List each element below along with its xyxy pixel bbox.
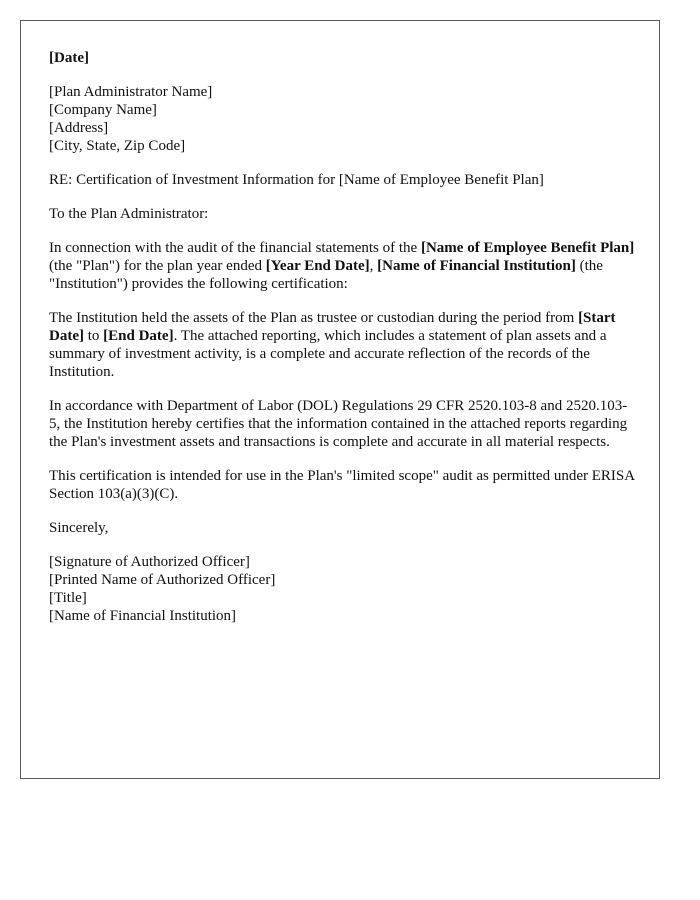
recipient-city-state-zip: [City, State, Zip Code] [49,138,186,154]
p1-plan-name: [Name of Employee Benefit Plan] [420,240,635,256]
subject-line: RE: Certification of Investment Information for [Name of Employee Benefit Plan] [49,172,544,188]
recipient-company: [Company Name] [49,102,157,118]
salutation: To the Plan Administrator: [49,206,209,222]
paragraph-dol-regulations: In accordance with Department of Labor (DOL) Regulations 29 CFR 2520.103-8 and 2520.103-5, the Institution hereby certifies that the information contained in the attached reports regarding the Plan's investment assets and transactions is complete and accurate in all material respects. [49,398,628,450]
date-line [49,49,637,67]
p1-text-2: (the "Plan") for the plan year ended [49,258,266,274]
p2-end-date: [End Date] [103,328,174,344]
letter-body [49,49,637,641]
signer-institution: [Name of Financial Institution] [49,608,237,624]
p1-text-3: , [369,258,378,274]
signature-line: [Signature of Authorized Officer] [49,554,250,570]
paragraph-limited-scope: This certification is intended for use in the Plan's "limited scope" audit as permitted under ERISA Section 103(a)(3)(C). [49,468,635,502]
signature-block [49,553,637,625]
paragraph-audit-connection [49,239,637,293]
p1-text-1: In connection with the audit of the financial statements of the [49,240,421,256]
paragraph-assets-held [49,309,637,381]
date-text: [Date] [49,50,89,66]
p1-year-end-date: [Year End Date] [265,258,370,274]
p2-text-2: to [83,328,104,344]
closing: Sincerely, [49,520,109,536]
p2-start-date: [Start Date] [49,310,616,344]
recipient-name: [Plan Administrator Name] [49,84,213,100]
p1-text-4: (the "Institution") provides the following certification: [49,258,603,292]
recipient-address: [Address] [49,120,109,136]
p2-text-1: The Institution held the assets of the Plan as trustee or custodian during the period from [49,310,579,326]
signer-title: [Title] [49,590,87,606]
p2-text-3: . The attached reporting, which includes a statement of plan assets and a summary of investment activity, is a complete and accurate reflection of the records of the Institution. [49,328,607,380]
recipient-address-block [49,83,637,155]
printed-name: [Printed Name of Authorized Officer] [49,572,276,588]
p1-institution-name: [Name of Financial Institution] [377,258,576,274]
letter-page [20,20,660,779]
